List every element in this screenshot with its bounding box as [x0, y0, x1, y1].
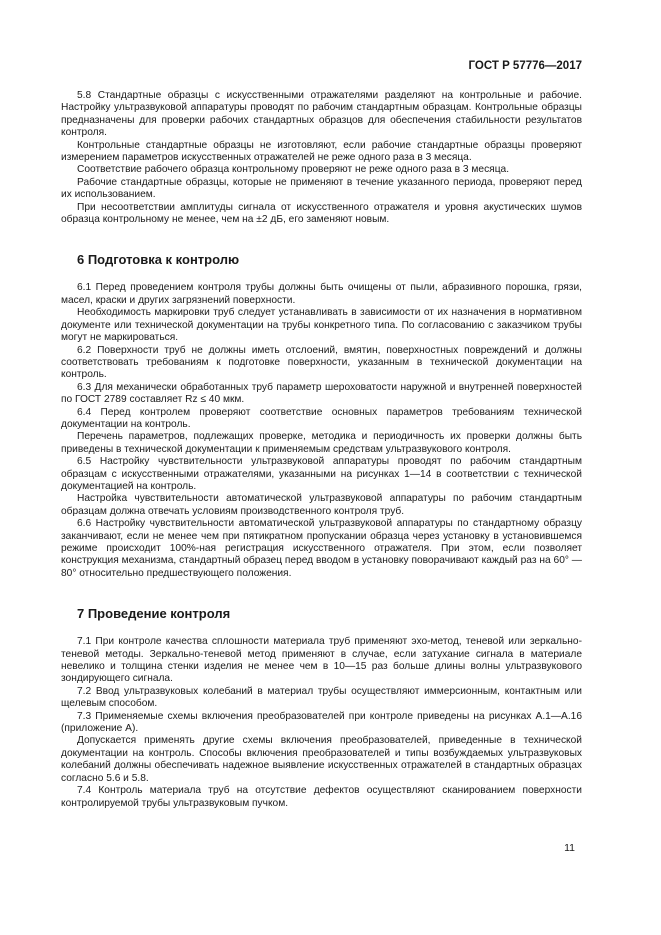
paragraph: 7.3 Применяемые схемы включения преобразователей при контроле приведены на рисунках А.1—А.16 (приложение А).	[61, 710, 582, 735]
paragraph: Необходимость маркировки труб следует устанавливать в зависимости от их назначения в нормативном документе или технической документации на трубы конкретного типа. По согласованию с заказчиком трубы могут не маркироваться.	[61, 307, 582, 344]
paragraph: 5.8 Стандартные образцы с искусственными отражателями разделяют на контрольные и рабочие. Настройку ультразвуковой аппаратуры проводят по рабочим стандартным образцам. Контрольные образцы предназначены для проверки рабочих стандартных образцов для обеспечения стабильности результатов контроля.	[61, 90, 582, 139]
paragraph: 6.1 Перед проведением контроля трубы должны быть очищены от пыли, абразивного порошка, грязи, масел, краски и других загрязнений поверхности.	[61, 282, 582, 306]
paragraph: При несоответствии амплитуды сигнала от искусственного отражателя и уровня акустических шумов образца контрольному не менее, чем на ±2 дБ, его заменяют новым.	[61, 201, 582, 226]
paragraph: Допускается применять другие схемы включения преобразователей, приведенные в технической документации на контроль. Способы включения преобразователей и типы возбуждаемых ультразвуковых колебаний должны обеспечивать надежное выявление искусственных отражателей в стандартных образцах согласно 5.6 и 5.8.	[61, 735, 582, 784]
paragraph: 6.6 Настройку чувствительности автоматической ультразвуковой аппаратуры по стандартному образцу заканчивают, если не менее чем при пятикратном пропускании образца через установку в установившемся режиме происходит 100%-ная регистрация искусственного отражателя. При этом, если позволяет конструкция механизма, стандартный образец перед вводом в установку поворачивают каждый раз на 60° — 80° относительно предшествующего положения.	[61, 518, 582, 579]
document-header: ГОСТ Р 57776—2017	[468, 60, 582, 72]
paragraph: Перечень параметров, подлежащих проверке, методика и периодичность их проверки должны быть приведены в технической документации к применяемым средствам ультразвукового контроля.	[61, 431, 582, 455]
paragraph: 7.1 При контроле качества сплошности материала труб применяют эхо-метод, теневой или зеркально-теневой методы. Зеркально-теневой метод применяют в случае, если затухание сигнала в материале невелико и толщина стенки изделия не менее чем в 10—15 раз больше длины волны ультразвукового зондирующего сигнала.	[61, 636, 582, 685]
page-number: 11	[564, 842, 575, 854]
section-heading: 7 Проведение контроля	[77, 606, 231, 622]
paragraph: 7.2 Ввод ультразвуковых колебаний в материал трубы осуществляют иммерсионным, контактным или щелевым способом.	[61, 685, 582, 710]
paragraph: Рабочие стандартные образцы, которые не применяют в течение указанного периода, проверяют перед их использованием.	[61, 176, 582, 201]
paragraph: 6.5 Настройку чувствительности ультразвуковой аппаратуры проводят по рабочим стандартным образцам с искусственными отражателями, указанными на рисунках 1—14 в соответствии с технической документацией на контроль.	[61, 456, 582, 492]
paragraph: 6.4 Перед контролем проверяют соответствие основных параметров требованиям технической документации на контроль.	[61, 406, 582, 430]
paragraph: Соответствие рабочего образца контрольному проверяют не реже одного раза в 3 месяца.	[77, 164, 510, 176]
paragraph: Контрольные стандартные образцы не изготовляют, если рабочие стандартные образцы проверяют измерением параметров искусственных отражателей не реже одного раза в 3 месяца.	[61, 139, 582, 164]
paragraph: 6.2 Поверхности труб не должны иметь отслоений, вмятин, поверхностных повреждений и должны соответствовать требованиям к подготовке поверхности, указанным в технической документации на контроль.	[61, 344, 582, 381]
paragraph: 7.4 Контроль материала труб на отсутствие дефектов осуществляют сканированием поверхности контролируемой трубы ультразвуковым пучком.	[61, 785, 582, 809]
section-heading: 6 Подготовка к контролю	[77, 252, 240, 268]
paragraph: 6.3 Для механически обработанных труб параметр шероховатости наружной и внутренней поверхностей по ГОСТ 2789 составляет Rz ≤ 40 мкм.	[61, 381, 582, 406]
document-body	[61, 90, 582, 810]
paragraph: Настройка чувствительности автоматической ультразвуковой аппаратуры по рабочим стандартным образцам должна отвечать условиям производственного контроля труб.	[61, 493, 582, 517]
